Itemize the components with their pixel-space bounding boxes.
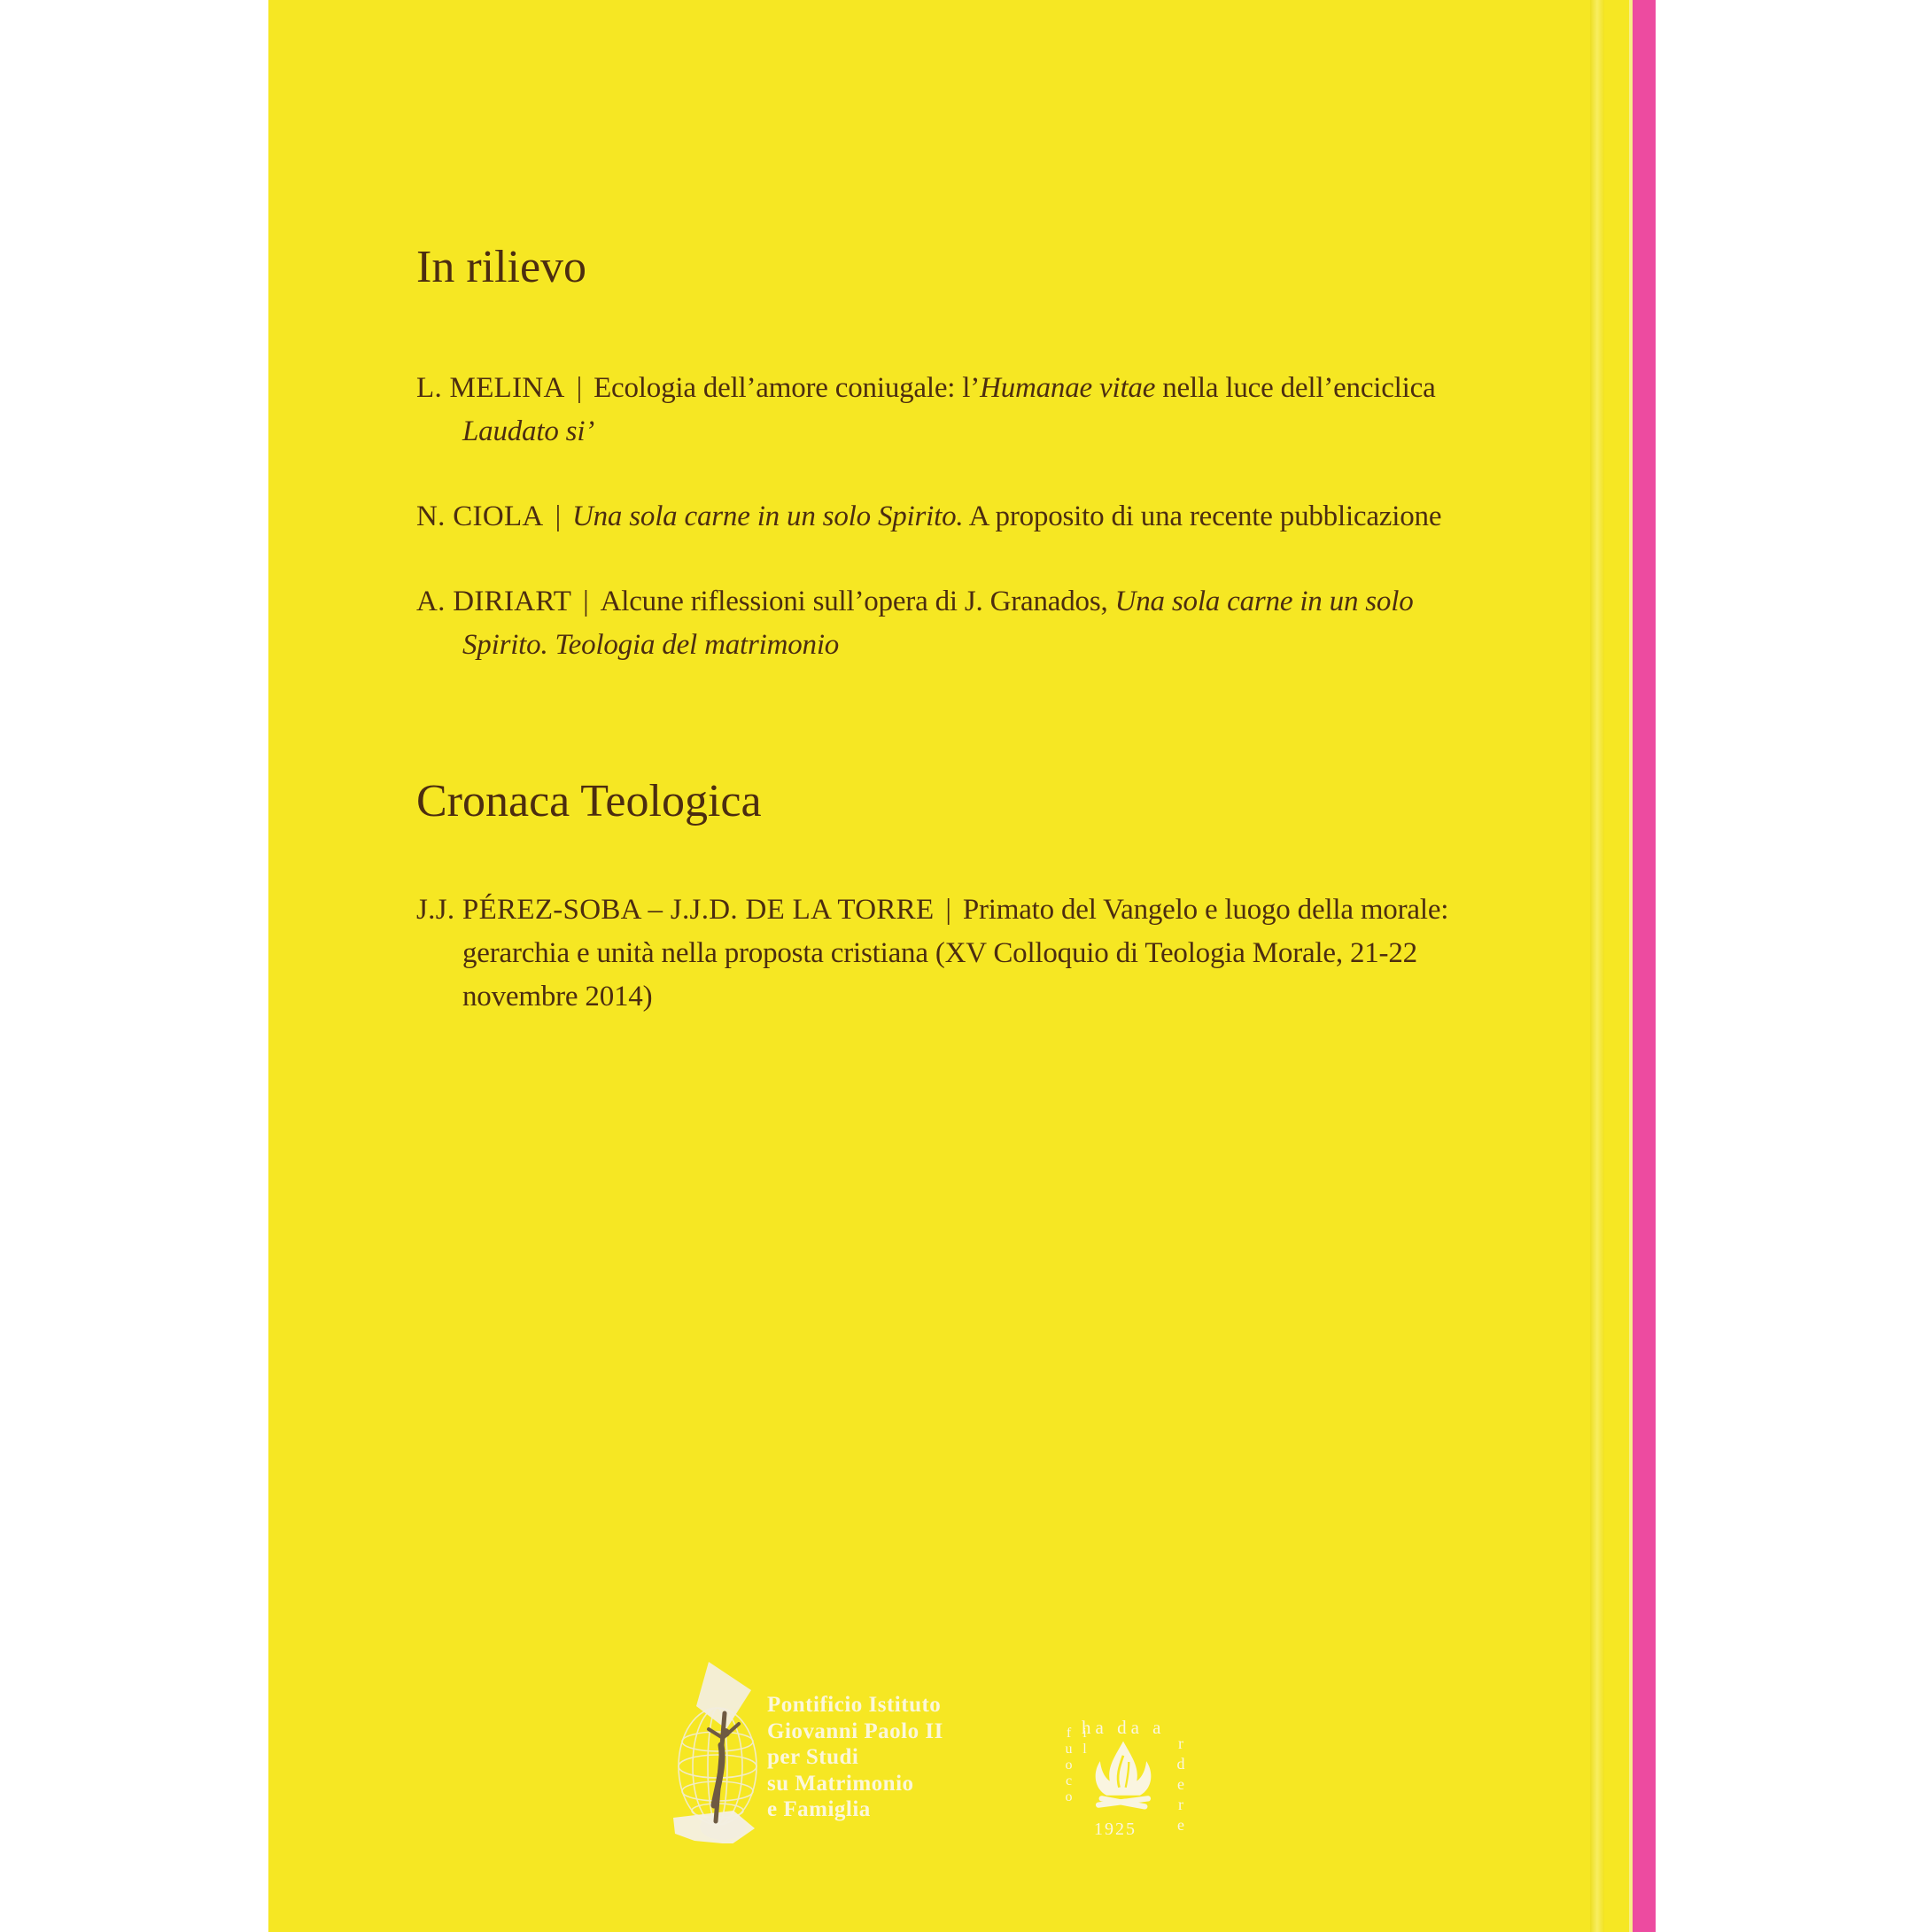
publisher-motto-left: il fuoco: [1061, 1726, 1092, 1805]
title-run: nella luce dell’enciclica: [1155, 372, 1436, 404]
section-heading-in-rilievo: In rilievo: [416, 242, 587, 292]
institute-name-line: e Famiglia: [767, 1797, 871, 1821]
title-run: Primato del Vangelo e luogo della morale:: [962, 894, 1449, 926]
institute-name-line: Pontificio Istituto: [767, 1693, 942, 1717]
institute-name-line: per Studi: [767, 1745, 859, 1769]
author-name: L. MELINA: [416, 372, 565, 404]
toc-entry: [416, 367, 1488, 454]
title-run: Humanae vitae: [980, 372, 1156, 404]
section-heading-cronaca-teologica: Cronaca Teologica: [416, 776, 762, 826]
entry-separator: |: [576, 372, 583, 404]
institute-name-line: Giovanni Paolo II: [767, 1719, 943, 1743]
title-run: Ecologia dell’amore coniugale: l’: [594, 372, 981, 404]
cover-crease: [1590, 0, 1604, 1932]
entry-line: [416, 624, 1488, 667]
title-run: Alcune riflessioni sull’opera di J. Granados,: [600, 586, 1115, 617]
book-spine: [1633, 0, 1656, 1932]
title-run: A proposito di una recente pubblicazione: [963, 500, 1442, 532]
table-of-contents: [416, 0, 1488, 1019]
entry-line: [416, 975, 1488, 1019]
author-name: A. DIRIART: [416, 586, 572, 617]
entry-line: [416, 580, 1488, 624]
institute-name-lines: [767, 1692, 943, 1823]
entry-line: [416, 367, 1488, 410]
institute-emblem-icon: [671, 1653, 762, 1843]
title-run: gerarchia e unità nella proposta cristiana (XV Colloquio di Teologia Morale, 21-22: [462, 937, 1417, 969]
toc-entry: [416, 580, 1488, 667]
title-run: novembre 2014): [462, 981, 653, 1013]
author-name: N. CIOLA: [416, 500, 544, 532]
publisher-logo: [1059, 1711, 1191, 1846]
entry-line: [416, 410, 1488, 454]
author-name: J.J. PÉREZ-SOBA – J.J.D. DE LA TORRE: [416, 894, 935, 926]
title-run: Una sola carne in un solo Spirito.: [571, 500, 964, 532]
entry-line: [416, 495, 1488, 539]
title-run: Una sola carne in un solo: [1114, 586, 1414, 617]
entry-line: [416, 888, 1488, 932]
institute-name-line: su Matrimonio: [767, 1771, 914, 1796]
toc-entry: [416, 495, 1488, 539]
flame-icon: [1085, 1738, 1161, 1818]
publisher-motto-right: rdere: [1172, 1734, 1190, 1836]
toc-entry: [416, 888, 1488, 1019]
publisher-motto-top: ha da a: [1082, 1717, 1166, 1738]
entry-separator: |: [945, 894, 951, 926]
entry-line: [416, 932, 1488, 975]
publisher-year: 1925: [1094, 1819, 1137, 1839]
title-run: Spirito. Teologia del matrimonio: [462, 629, 840, 661]
book-cover: [268, 0, 1633, 1932]
title-run: Laudato si’: [462, 415, 595, 447]
entry-separator: |: [583, 586, 589, 617]
institute-logo: [671, 1653, 973, 1843]
entry-separator: |: [555, 500, 561, 532]
